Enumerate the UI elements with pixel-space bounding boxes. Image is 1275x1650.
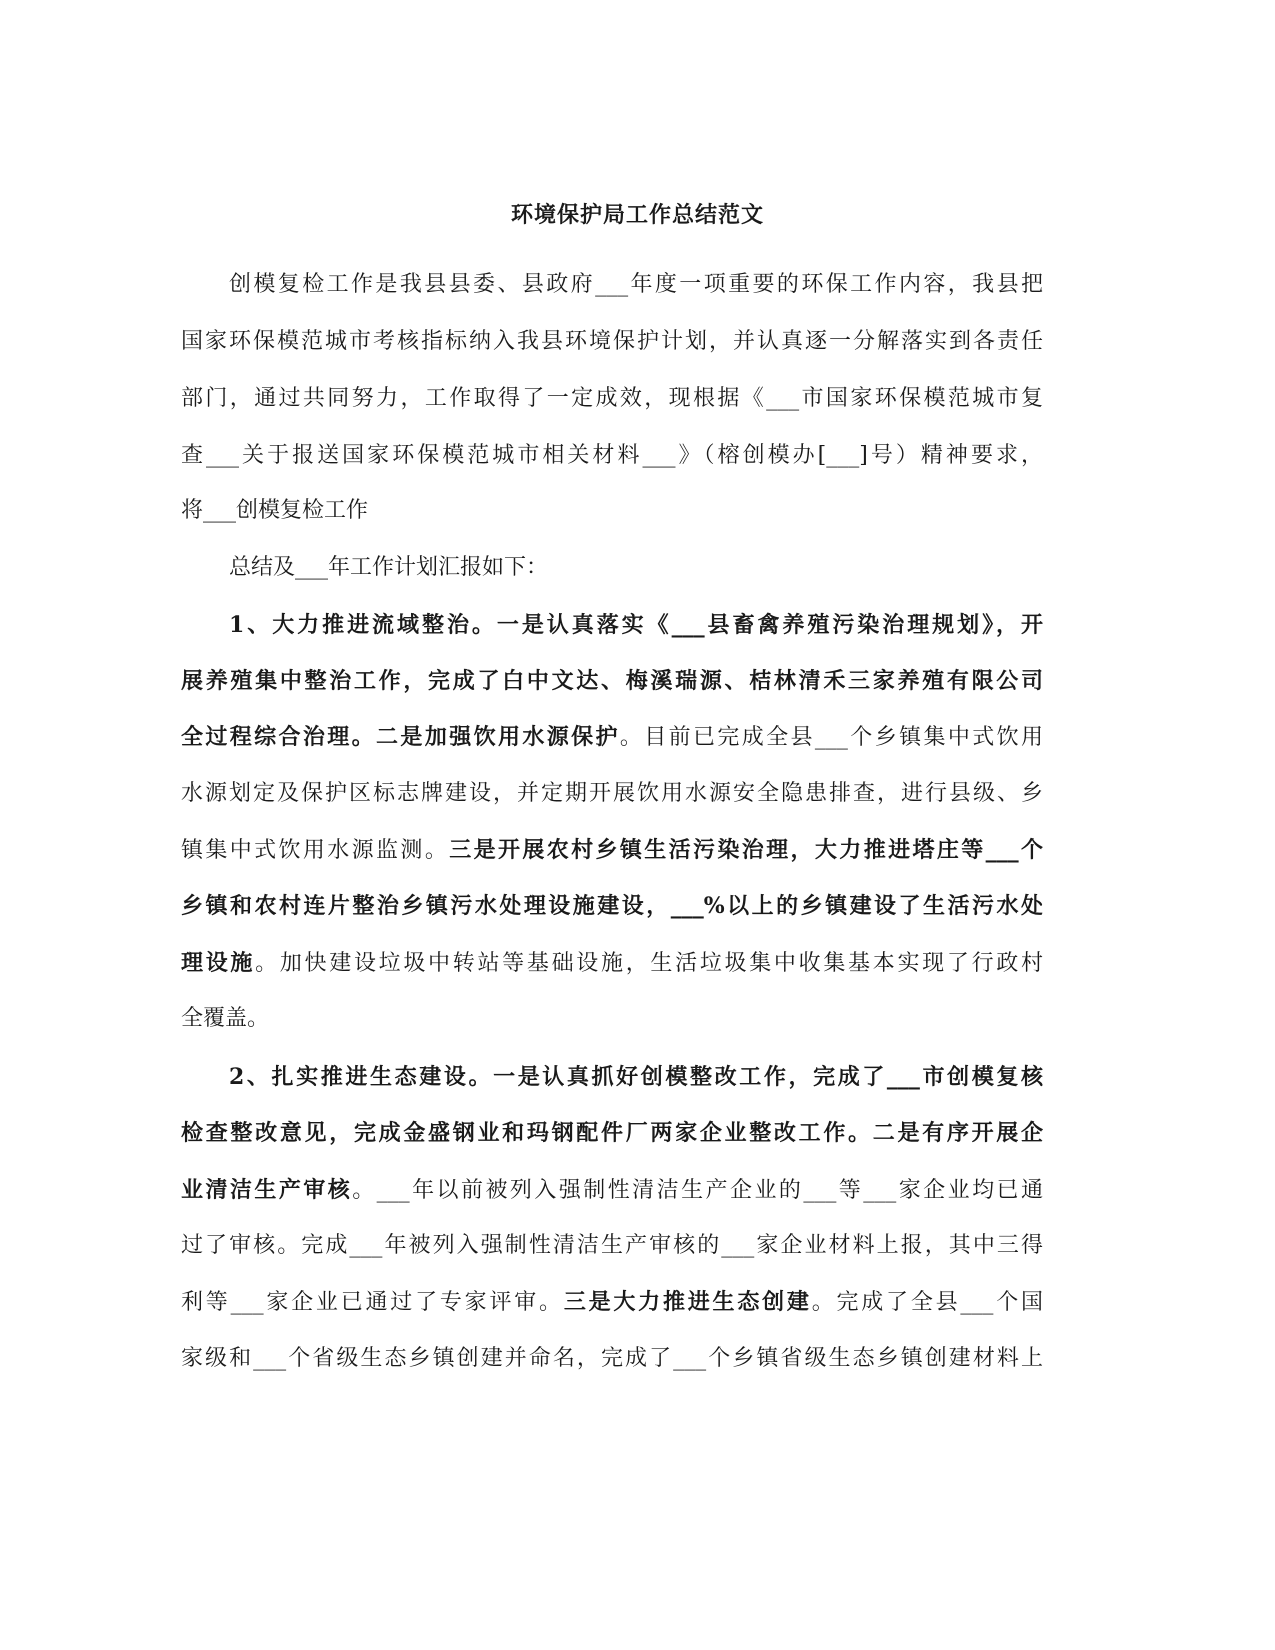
paragraph-3-line-5 (181, 835, 1043, 866)
paragraph-1-line-1: 创模复检工作是我县县委、县政府___年度一项重要的环保工作内容，我县把 (229, 272, 1043, 297)
paragraph-3-line-3 (181, 722, 1043, 753)
paragraph-3-line-2: 展养殖集中整治工作，完成了白中文达、梅溪瑞源、桔林清禾三家养殖有限公司 (181, 668, 1043, 694)
paragraph-4-line-5-bold: 三是大力推进生态创建 (563, 1289, 812, 1315)
paragraph-3-line-3-normal: 。目前已完成全县___个乡镇集中式饮用 (619, 725, 1043, 750)
paragraph-1-line-2: 国家环保模范城市考核指标纳入我县环境保护计划，并认真逐一分解落实到各责任 (181, 329, 1043, 354)
paragraph-3-line-7-normal: 。加快建设垃圾中转站等基础设施，生活垃圾集中收集基本实现了行政村 (255, 951, 1043, 976)
document-title: 环境保护局工作总结范文 (510, 202, 764, 228)
paragraph-1-line-3: 部门，通过共同努力，工作取得了一定成效，现根据《___市国家环保模范城市复 (181, 386, 1043, 411)
paragraph-3-line-3-bold: 全过程综合治理。二是加强饮用水源保护 (181, 724, 620, 750)
paragraph-4-line-3 (181, 1175, 1043, 1206)
paragraph-4-line-5-normal-b: 。完成了全县___个国 (811, 1290, 1043, 1315)
paragraph-3-line-6: 乡镇和农村连片整治乡镇污水处理设施建设，___%以上的乡镇建设了生活污水处 (181, 893, 1043, 919)
paragraph-1-line-5: 将___创模复检工作 (181, 498, 369, 523)
paragraph-3-line-8: 全覆盖。 (181, 1006, 270, 1031)
paragraph-1-line-4: 查___关于报送国家环保模范城市相关材料___》（榕创模办[___]号）精神要求， (181, 443, 1043, 468)
paragraph-4-line-6: 家级和___个省级生态乡镇创建并命名，完成了___个乡镇省级生态乡镇创建材料上 (181, 1346, 1043, 1371)
paragraph-2-line-1: 总结及___年工作计划汇报如下： (229, 555, 549, 580)
paragraph-3-line-4: 水源划定及保护区标志牌建设，并定期开展饮用水源安全隐患排查，进行县级、乡 (181, 781, 1043, 806)
paragraph-4-line-4: 过了审核。完成___年被列入强制性清洁生产审核的___家企业材料上报，其中三得 (181, 1233, 1043, 1258)
paragraph-3-line-5-bold: 三是开展农村乡镇生活污染治理，大力推进塔庄等___个 (449, 837, 1043, 863)
paragraph-4-line-1: 2、扎实推进生态建设。一是认真抓好创模整改工作，完成了___市创模复核 (229, 1064, 1043, 1090)
paragraph-3-line-5-normal: 镇集中式饮用水源监测。 (181, 838, 450, 863)
paragraph-4-line-2: 检查整改意见，完成金盛钢业和玛钢配件厂两家企业整改工作。二是有序开展企 (181, 1120, 1043, 1146)
paragraph-4-line-3-bold: 业清洁生产审核 (181, 1177, 353, 1203)
paragraph-3-line-7-bold: 理设施 (181, 950, 256, 976)
paragraph-4-line-5 (181, 1287, 1043, 1318)
paragraph-3-line-7 (181, 948, 1043, 979)
paragraph-3-line-1: 1、大力推进流域整治。一是认真落实《___县畜禽养殖污染治理规划》，开 (229, 612, 1043, 638)
paragraph-4-line-3-normal: 。___年以前被列入强制性清洁生产企业的___等___家企业均已通 (352, 1178, 1043, 1203)
paragraph-4-line-5-normal-a: 利等___家企业已通过了专家评审。 (181, 1290, 564, 1315)
